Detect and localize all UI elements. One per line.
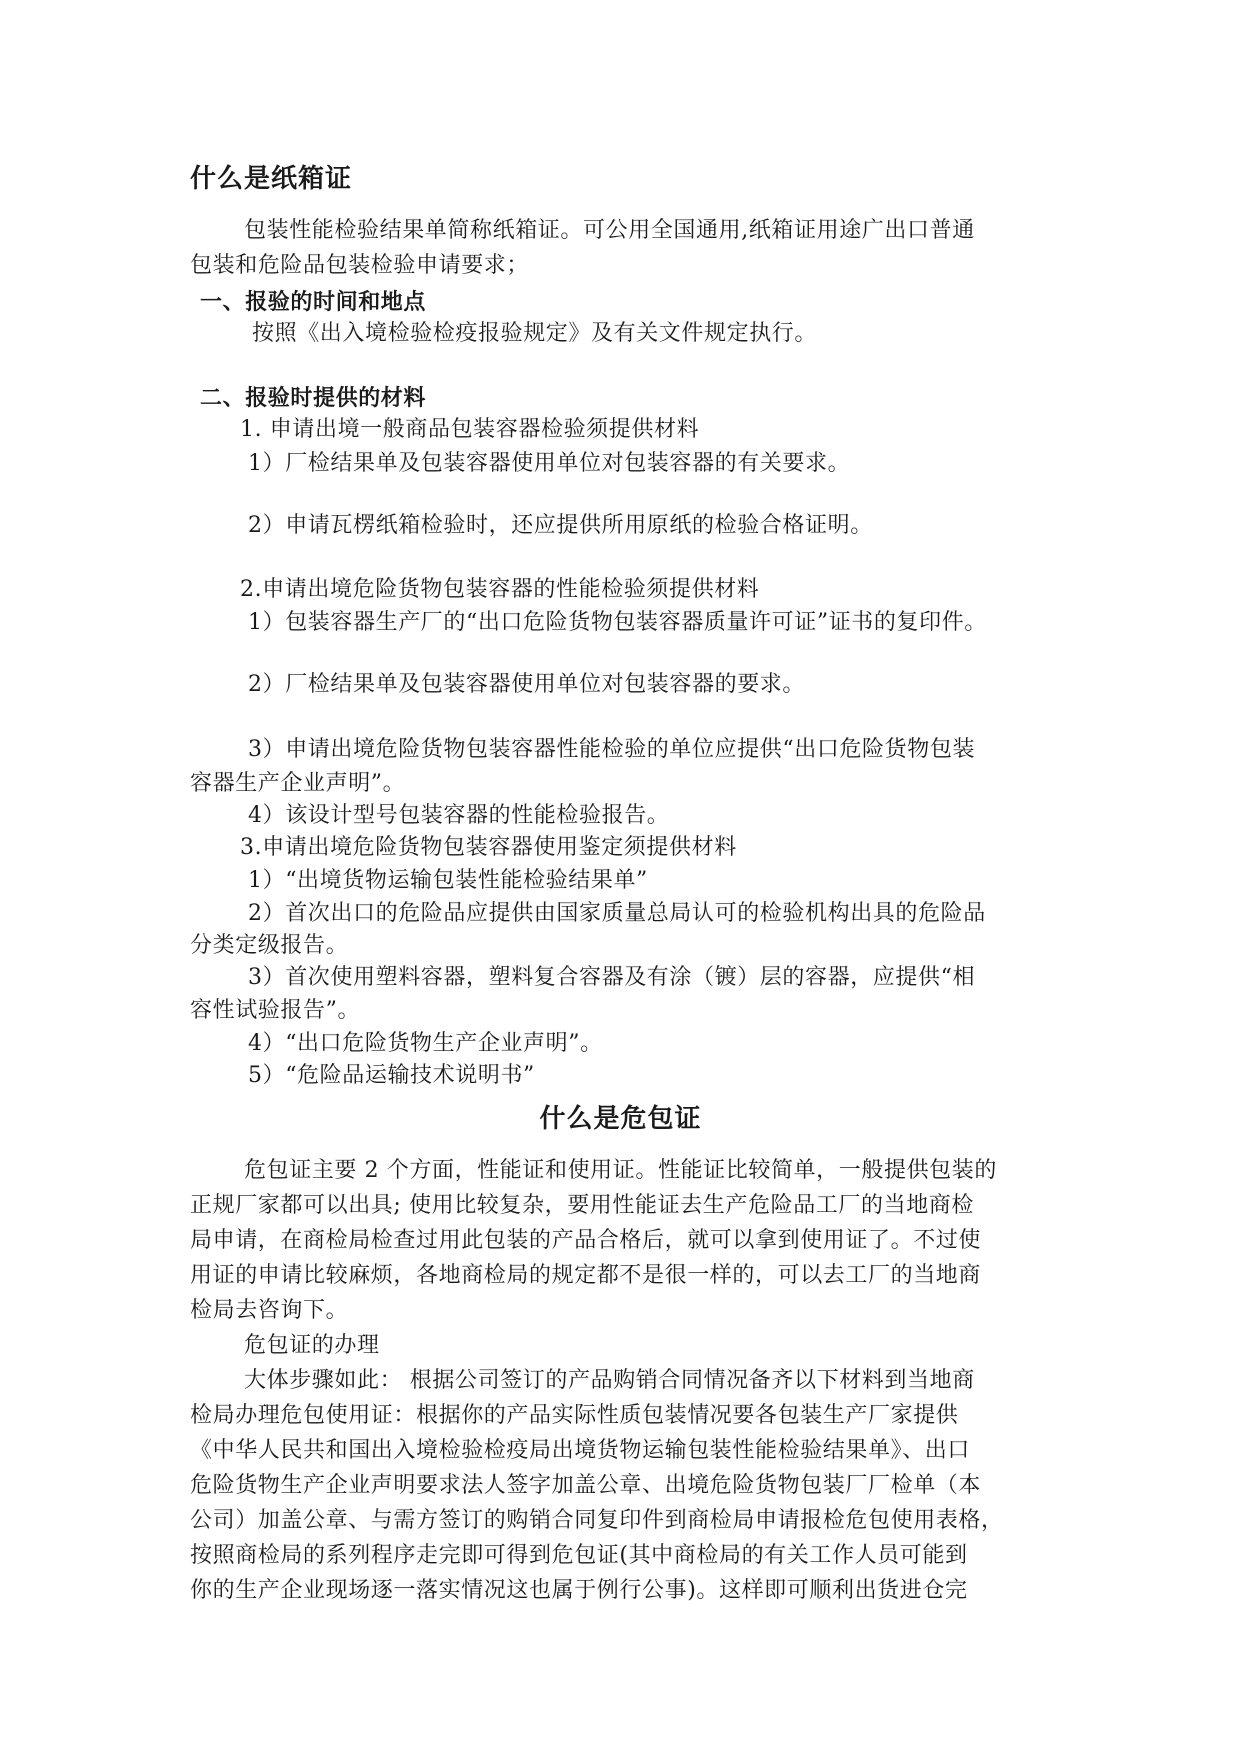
s2-p3-line-7: 你的生产企业现场逐一落实情况这也属于例行公事)。这样即可顺利出货进仓完 bbox=[190, 1578, 968, 1603]
m2-title: 2.申请出境危险货物包装容器的性能检验须提供材料 bbox=[240, 577, 760, 602]
s2-p3-line-6: 按照商检局的系列程序走完即可得到危包证(其中商检局的有关工作人员可能到 bbox=[190, 1543, 968, 1568]
m3-item-3-line-1: 3）首次使用塑料容器，塑料复合容器及有涂（镀）层的容器，应提供“相 bbox=[248, 965, 976, 990]
m3-item-2-line-2: 分类定级报告。 bbox=[190, 933, 349, 958]
intro-line-1: 包装性能检验结果单简称纸箱证。可公用全国通用,纸箱证用途广出口普通 bbox=[244, 218, 975, 243]
s2-p1-line-1: 危包证主要 2 个方面，性能证和使用证。性能证比较简单，一般提供包装的 bbox=[244, 1158, 997, 1183]
s2-p3-line-3: 《中华人民共和国出入境检验检疫局出境货物运输包装性能检验结果单》、出口 bbox=[190, 1438, 971, 1463]
m3-title: 3.申请出境危险货物包装容器使用鉴定须提供材料 bbox=[240, 835, 737, 860]
s2-p1-line-4: 用证的申请比较麻烦，各地商检局的规定都不是很一样的，可以去工厂的当地商 bbox=[190, 1263, 982, 1288]
intro-line-2: 包装和危险品包装检验申请要求； bbox=[190, 253, 530, 278]
m3-item-3-line-2: 容性试验报告”。 bbox=[190, 998, 361, 1023]
s2-p3-line-2: 检局办理危包使用证：根据你的产品实际性质包装情况要各包装生产厂家提供 bbox=[190, 1403, 959, 1428]
m3-item-2-line-1: 2）首次出口的危险品应提供由国家质量总局认可的检验机构出具的危险品 bbox=[248, 901, 986, 926]
m2-item-3-line-1: 3）申请出境危险货物包装容器性能检验的单位应提供“出口危险货物包装 bbox=[248, 737, 976, 762]
s2-p3-line-5: 公司）加盖公章、与需方签订的购销合同复印件到商检局申请报检危包使用表格， bbox=[190, 1508, 1004, 1533]
s2-p1-line-2: 正规厂家都可以出具; 使用比较复杂，要用性能证去生产危险品工厂的当地商检 bbox=[190, 1193, 975, 1218]
s2-p1-line-5: 检局去咨询下。 bbox=[190, 1298, 349, 1323]
s2-p1-line-3: 局申请，在商检局检查过用此包装的产品合格后，就可以拿到使用证了。不过使 bbox=[190, 1228, 982, 1253]
m3-item-4: 4）“出口危险货物生产企业声明”。 bbox=[248, 1031, 603, 1056]
m2-item-4: 4）该设计型号包装容器的性能检验报告。 bbox=[248, 803, 670, 828]
m1-title: 1. 申请出境一般商品包装容器检验须提供材料 bbox=[240, 417, 700, 442]
time-place-text: 按照《出入境检验检疫报验规定》及有关文件规定执行。 bbox=[252, 321, 818, 346]
heading-time-place: 一、报验的时间和地点 bbox=[200, 289, 427, 315]
section1-title: 什么是纸箱证 bbox=[190, 164, 353, 194]
heading-materials: 二、报验时提供的材料 bbox=[200, 385, 427, 411]
section2-title: 什么是危包证 bbox=[539, 1104, 702, 1134]
m2-item-1: 1）包装容器生产厂的“出口危险货物包装容器质量许可证”证书的复印件。 bbox=[248, 610, 987, 635]
s2-p3-line-1: 大体步骤如此： 根据公司签订的产品购销合同情况备齐以下材料到当地商 bbox=[244, 1368, 975, 1393]
s2-p3-line-4: 危险货物生产企业声明要求法人签字加盖公章、出境危险货物包装厂厂检单（本 bbox=[190, 1473, 982, 1498]
s2-p2: 危包证的办理 bbox=[244, 1333, 380, 1358]
m1-item-2: 2）申请瓦楞纸箱检验时，还应提供所用原纸的检验合格证明。 bbox=[248, 513, 873, 538]
m1-item-1: 1）厂检结果单及包装容器使用单位对包装容器的有关要求。 bbox=[248, 451, 851, 476]
m2-item-3-line-2: 容器生产企业声明”。 bbox=[190, 771, 406, 796]
m2-item-2: 2）厂检结果单及包装容器使用单位对包装容器的要求。 bbox=[248, 672, 805, 697]
m3-item-5: 5）“危险品运输技术说明书” bbox=[248, 1063, 535, 1088]
m3-item-1: 1）“出境货物运输包装性能检验结果单” bbox=[248, 868, 648, 893]
